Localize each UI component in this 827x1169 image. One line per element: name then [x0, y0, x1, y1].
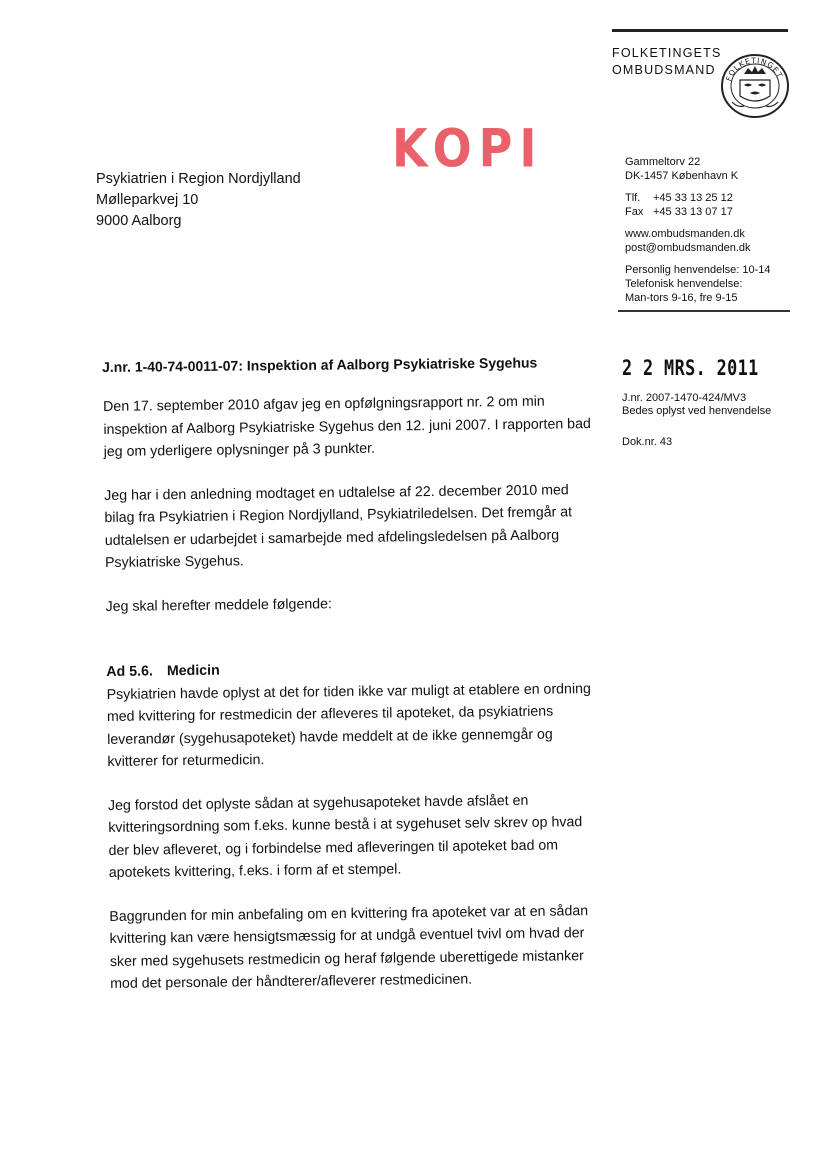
opening-hours-personal: Personlig henvendelse: 10-14 — [625, 264, 771, 276]
reference-note: Bedes oplyst ved henvendelse — [622, 405, 772, 417]
sender-email: post@ombudsmanden.dk — [625, 242, 751, 254]
date-stamp: 2 2 MRS. 2011 — [622, 356, 759, 380]
recipient-line-1: Psykiatrien i Region Nordjylland — [96, 171, 301, 187]
sender-street: Gammeltorv 22 — [625, 156, 701, 168]
seal-text: FOLKETINGET — [724, 55, 785, 83]
document-number: Dok.nr. 43 — [622, 436, 673, 448]
reference-block — [622, 392, 771, 418]
letter-body — [103, 390, 606, 1017]
sender-website: www.ombudsmanden.dk — [625, 228, 745, 240]
recipient-address — [96, 169, 301, 232]
parliament-seal-icon — [720, 52, 790, 118]
letterhead-top-rule — [612, 29, 788, 32]
opening-hours-phone: Man-tors 9-16, fre 9-15 — [625, 292, 738, 304]
sender-fax: Fax +45 33 13 07 17 — [625, 206, 733, 218]
body-paragraph: Jeg har i den anledning modtaget en udtalelse af 22. december 2010 med bilag fra Psykiatrien i Region Nordjylland, Psykiatriledelsen. Det fremgår at udtalelsen er udarbejdet i samarbejde med afdelingsledelsen på Aalborg Psykiatriske Sygehus. — [104, 481, 573, 571]
body-paragraph: Jeg skal herefter meddele følgende: — [105, 595, 332, 615]
section-number: Ad 5.6. — [106, 663, 153, 680]
reference-jnr: J.nr. 2007-1470-424/MV3 — [622, 392, 747, 404]
body-paragraph: Jeg forstod det oplyste sådan at sygehusapoteket havde afslået en kvitteringsordning som f.eks. kunne bestå i at sygehuset selv skrev op hvad der blev afleveret, og i forbindelse med afleveringen til apoteket bad om apotekets kvittering, f.eks. i form af et stempel. — [107, 792, 583, 881]
organization-name — [612, 45, 722, 79]
recipient-line-2: Mølleparkvej 10 — [96, 192, 199, 208]
body-paragraph: Den 17. september 2010 afgav jeg en opfølgningsrapport nr. 2 om min inspektion af Aalborg Psykiatriske Sygehus den 12. juni 2007. I rapporten bad jeg om yderligere oplysninger på 3 punkter. — [103, 393, 591, 460]
org-line-2: OMBUDSMAND — [612, 63, 716, 77]
letterhead-bottom-rule — [618, 310, 790, 312]
body-paragraph: Psykiatrien havde oplyst at det for tiden ikke var muligt at etablere en ordning med kvittering for restmedicin der afleveres til apoteket, da psykiatriens leverandør (sygehusapoteket) havde meddelt at de ikke gennemgår og kvitterer for returmedicin. — [106, 680, 591, 770]
body-paragraph: Baggrunden for min anbefaling om en kvittering fra apoteket var at en sådan kvittering kan være hensigtsmæssig for at undgå eventuel tvivl om hvad der sker med sygehusets restmedicin og heraf følgende uberettigede mistanker mod det personale der håndterer/afleverer restmedicinen. — [109, 902, 589, 992]
org-line-1: FOLKETINGETS — [612, 46, 722, 60]
opening-hours-phone-label: Telefonisk henvendelse: — [625, 278, 743, 290]
recipient-line-3: 9000 Aalborg — [96, 213, 182, 229]
sender-contact-block — [625, 155, 771, 305]
letter-subject: J.nr. 1-40-74-0011-07: Inspektion af Aalborg Psykiatriske Sygehus — [102, 354, 538, 375]
copy-stamp: KOPI — [392, 117, 544, 180]
sender-phone: Tlf. +45 33 13 25 12 — [625, 192, 733, 204]
section-title: Medicin — [166, 662, 220, 680]
sender-city: DK-1457 København K — [625, 170, 739, 182]
